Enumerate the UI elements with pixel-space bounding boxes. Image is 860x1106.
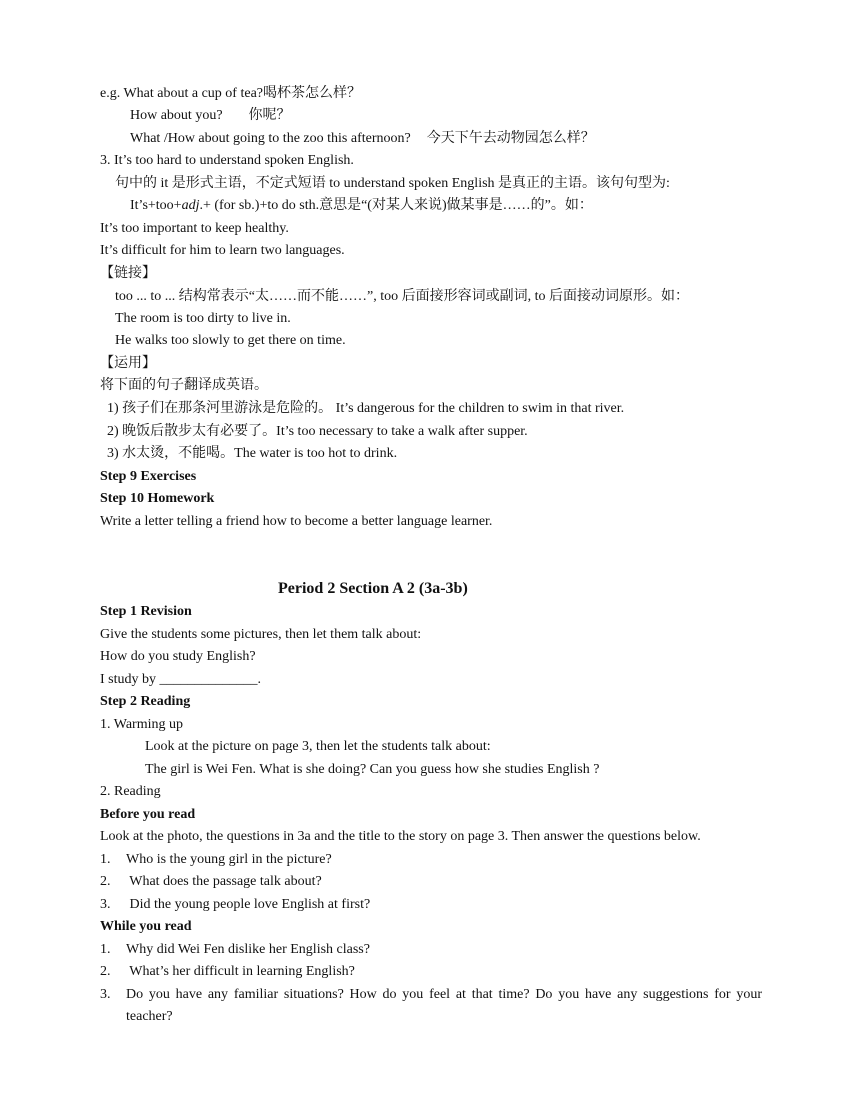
body-line: I study by ______________. <box>100 672 261 687</box>
link-text: too ... to ... 结构常表示“太……而不能……”, too 后面接形容词或副词, to 后面接动词原形。如： <box>115 289 689 304</box>
example-line <box>130 130 595 148</box>
example-line: e.g. What about a cup of tea?喝杯茶怎么样？ <box>100 86 362 101</box>
homework-text: Write a letter telling a friend how to become a better language learner. <box>100 514 493 529</box>
example-chinese: 你呢？ <box>248 108 291 123</box>
example-sentence: It’s too important to keep healthy. <box>100 221 289 236</box>
body-line: The girl is Wei Fen. What is she doing? Can you guess how she studies English ? <box>145 762 600 777</box>
body-line: Look at the photo, the questions in 3a and the title to the story on page 3. Then answer the questions below. <box>100 829 701 844</box>
step-heading: Step 10 Homework <box>100 491 215 506</box>
body-line: Look at the picture on page 3, then let the students talk about: <box>145 739 491 754</box>
reading-phase-heading: While you read <box>100 919 192 934</box>
sub-heading: 2. Reading <box>100 784 161 799</box>
link-heading: 【链接】 <box>100 266 156 281</box>
sub-heading: 1. Warming up <box>100 717 183 732</box>
use-intro: 将下面的句子翻译成英语。 <box>100 378 268 393</box>
reading-phase-heading: Before you read <box>100 807 196 822</box>
step-heading: Step 2 Reading <box>100 694 191 709</box>
example-line <box>130 107 291 125</box>
question-item: 2. What does the passage talk about? <box>100 874 322 889</box>
example-english: What /How about going to the zoo this afternoon? <box>130 131 411 146</box>
question-number: 3. <box>100 987 111 1002</box>
translation-item: 2) 晚饭后散步太有必要了。It’s too necessary to take a walk after supper. <box>107 424 528 439</box>
step-heading: Step 1 Revision <box>100 604 192 619</box>
question-text-wrapped: Do you have any familiar situations? How do you feel at that time? Do you have any suggestions for your teacher? <box>126 987 762 1024</box>
translation-item: 3) 水太烫，不能喝。The water is too hot to drink. <box>107 446 398 461</box>
body-line: How do you study English? <box>100 649 256 664</box>
translation-item: 1) 孩子们在那条河里游泳是危险的。 It’s dangerous for the children to swim in that river. <box>107 401 625 416</box>
example-sentence: The room is too dirty to live in. <box>115 311 291 326</box>
question-item: 2. What’s her difficult in learning English? <box>100 964 355 979</box>
point-heading: 3. It’s too hard to understand spoken English. <box>100 153 354 168</box>
step-heading: Step 9 Exercises <box>100 469 197 484</box>
explanation-line: 句中的 it 是形式主语，不定式短语 to understand spoken English 是真正的主语。该句句型为: <box>115 176 670 191</box>
use-heading: 【运用】 <box>100 356 156 371</box>
question-item: 1. Why did Wei Fen dislike her English class? <box>100 942 370 957</box>
example-sentence: It’s difficult for him to learn two languages. <box>100 243 345 258</box>
example-english: How about you? <box>130 108 223 123</box>
example-sentence: He walks too slowly to get there on time. <box>115 333 346 348</box>
example-chinese: 今天下午去动物园怎么样？ <box>426 131 595 146</box>
body-line: Give the students some pictures, then let them talk about: <box>100 627 422 642</box>
section-title: Period 2 Section A 2 (3a-3b) <box>278 580 468 597</box>
pattern-line: It’s+too+adj.+ (for sb.)+to do sth.意思是“(对某人来说)做某事是……的”。如： <box>130 198 593 213</box>
question-item: 1. Who is the young girl in the picture? <box>100 852 332 867</box>
question-item: 3. Did the young people love English at first? <box>100 897 371 912</box>
